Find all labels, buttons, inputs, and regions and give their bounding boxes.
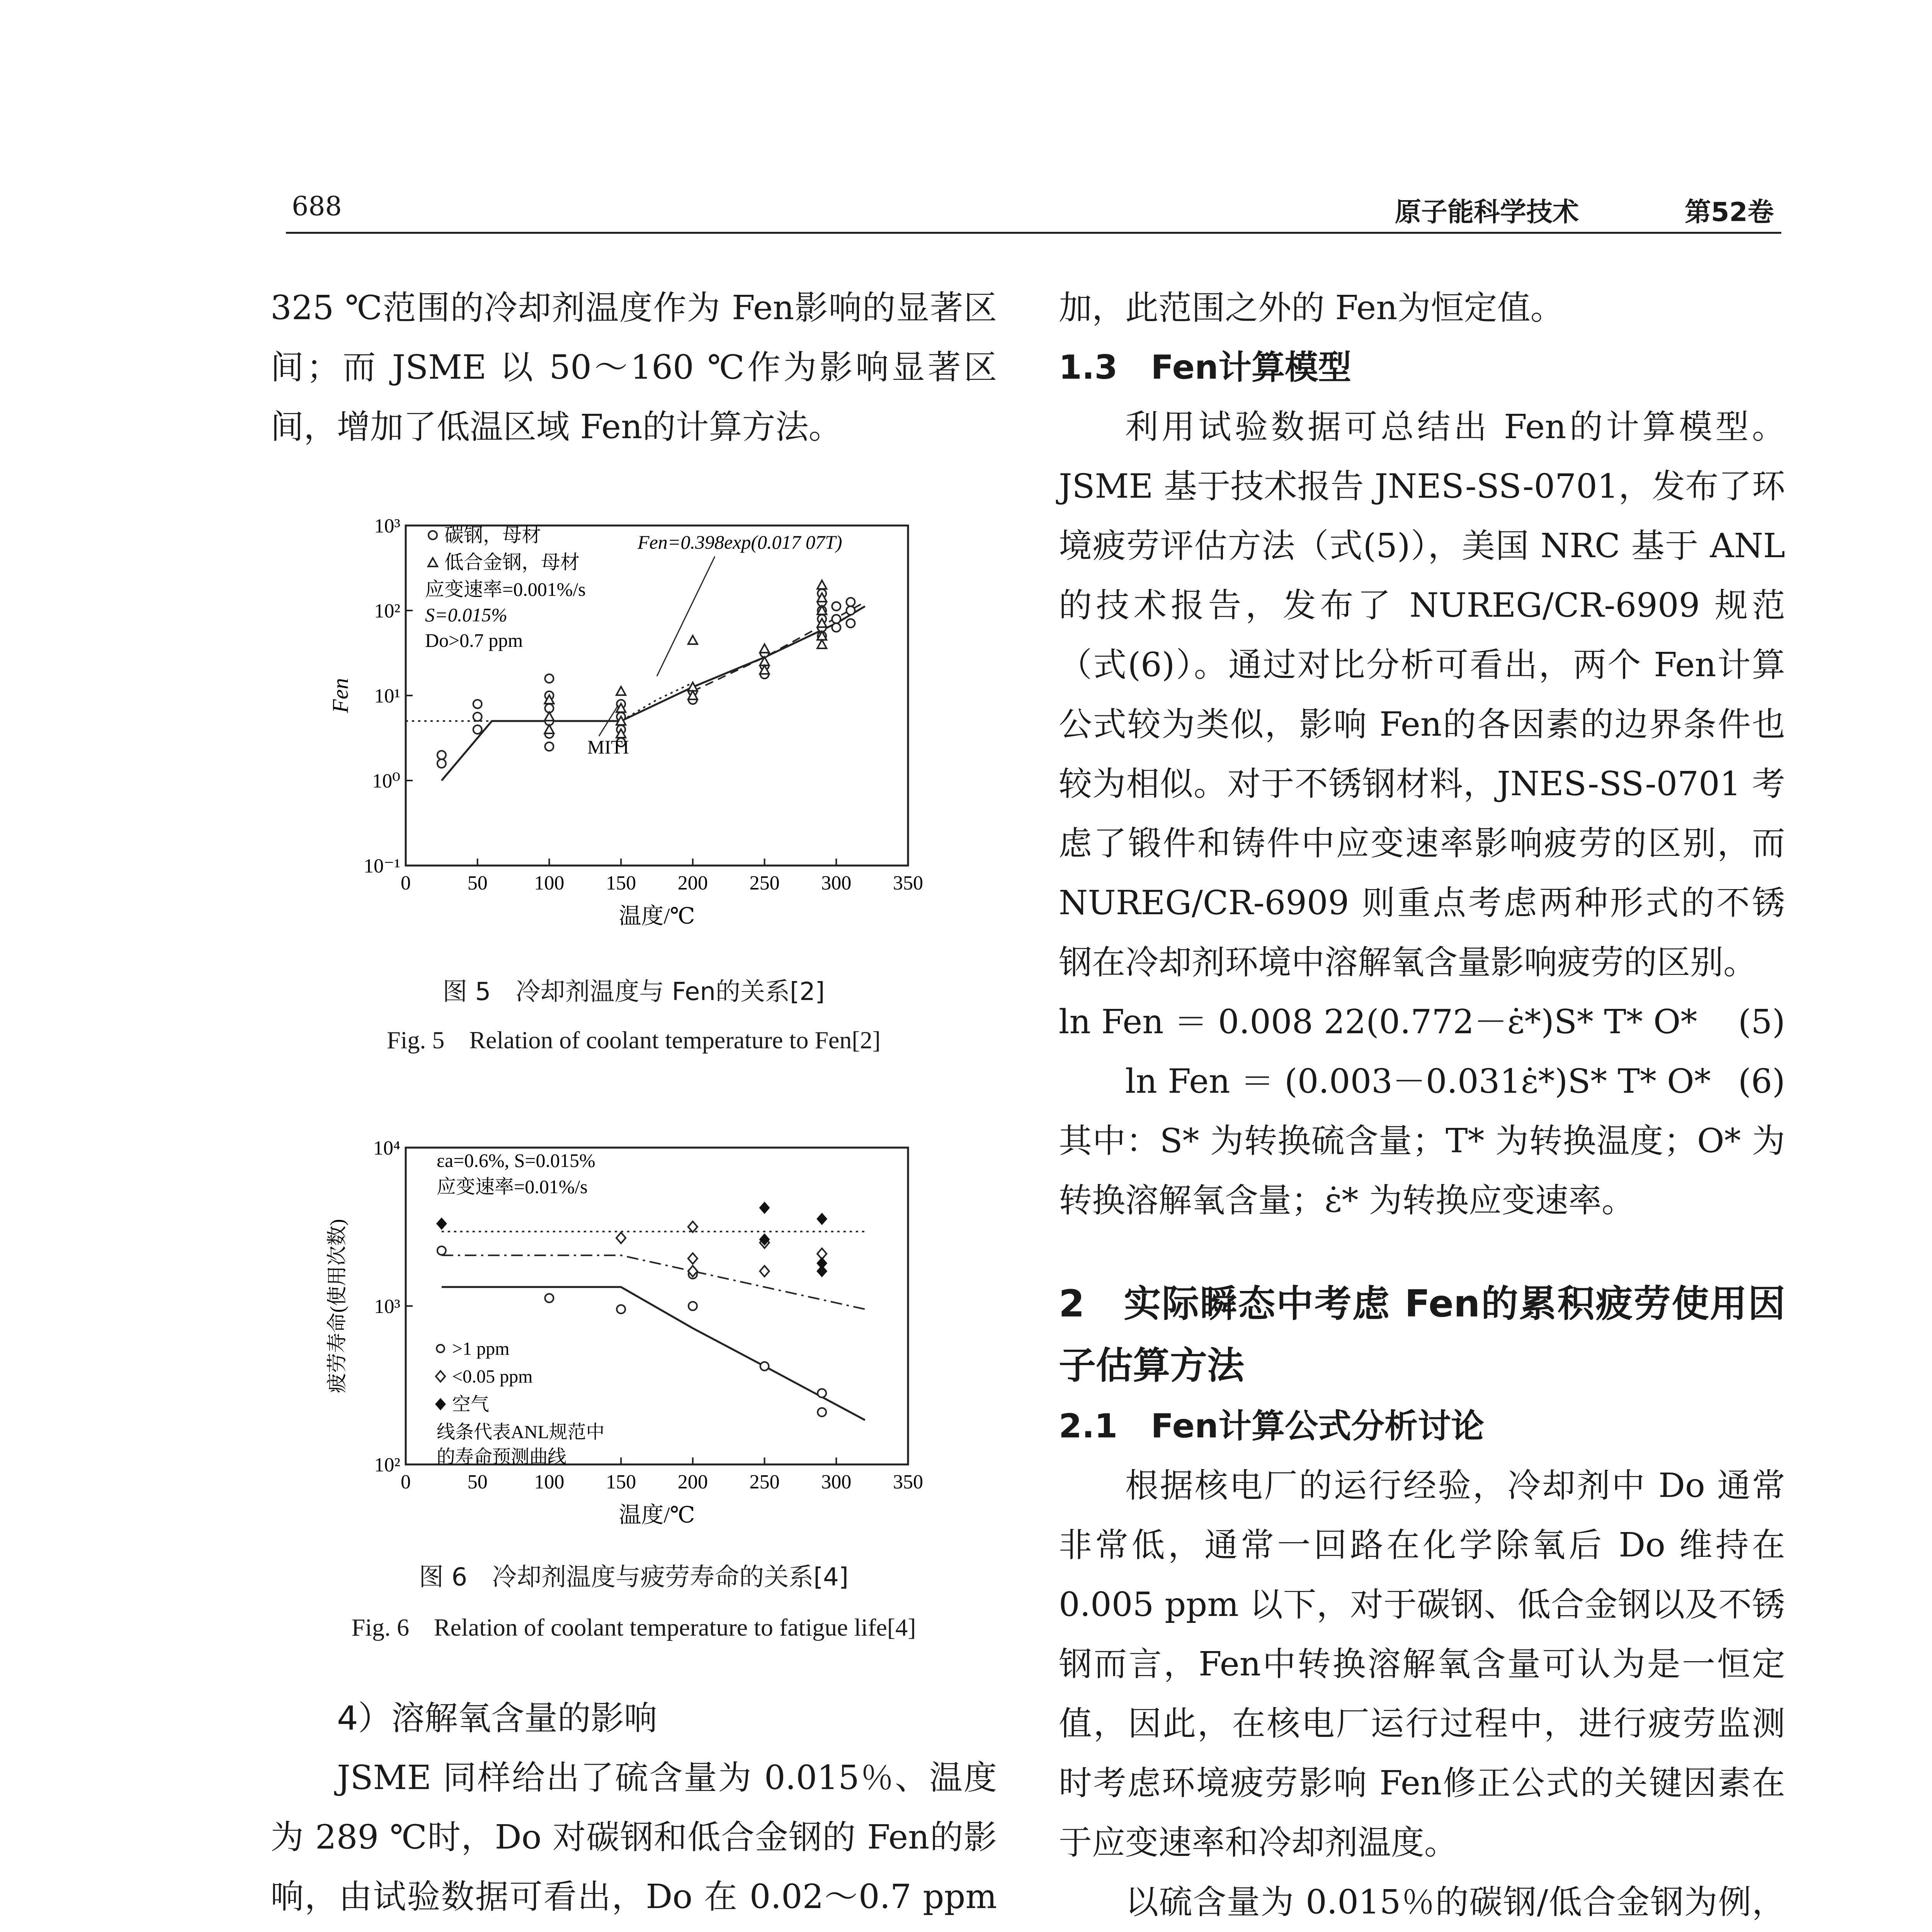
- fig6-legend-lt005ppm: <0.05 ppm: [452, 1366, 533, 1387]
- right-para-3: 其中：S* 为转换硫含量；T* 为转换温度；O* 为转换溶解氧含量；ε̇* 为转换应变速率。: [1059, 1122, 1785, 1220]
- right-para-1: 加，此范围之外的 Fen为恒定值。: [1059, 289, 1564, 327]
- right-para-4: 根据核电厂的运行经验，冷却剂中 Do 通常非常低，通常一回路在化学除氧后 Do 维持在 0.005 ppm 以下，对于碳钢、低合金钢以及不锈钢而言，Fen中转换溶解氧含量可认为是一恒定值，因此，在核电厂运行过程中，进行疲劳监测时考虑环境疲劳影响 Fen修正公式的关键因素在于应变速率和冷却剂温度。: [1059, 1466, 1785, 1862]
- fig5-low-alloy-point: [688, 636, 697, 644]
- fig5-y-label: Fen: [328, 678, 353, 713]
- fig5-chart: [321, 498, 939, 962]
- fig6-x-tick-label: 150: [606, 1471, 636, 1493]
- left-column-top: [270, 278, 997, 457]
- fig5-low-alloy-point: [817, 640, 827, 648]
- fig6-legend-note-2: 的寿命预测曲线: [437, 1447, 567, 1467]
- fig5-low-alloy-point: [616, 687, 626, 695]
- section-2-1-title: 2.1 Fen计算公式分析讨论: [1059, 1407, 1485, 1446]
- fig6-lt005ppm-point: [688, 1221, 697, 1232]
- fig5-carbon-point: [846, 619, 855, 628]
- fig5-legend-carbon: 碳钢，母材: [444, 524, 541, 546]
- fig6-legend-diamond-open: [436, 1371, 445, 1382]
- fig5-x-tick-label: 300: [821, 872, 852, 894]
- fig6-y-tick-label: 10⁴: [373, 1137, 400, 1160]
- fig6-x-tick-label: 100: [534, 1471, 565, 1493]
- fig6-x-label: 温度/℃: [619, 1502, 695, 1527]
- journal-title: 原子能科学技术: [1395, 197, 1579, 228]
- fig5-carbon-point: [832, 623, 840, 632]
- equation-5-number: (5): [1738, 1003, 1785, 1041]
- fig5-carbon-point: [832, 602, 840, 611]
- equation-5: [1059, 992, 1785, 1052]
- fig6-x-tick-label: 0: [401, 1471, 411, 1493]
- fig6-legend-circle: [437, 1345, 444, 1352]
- fig5-legend-rate: 应变速率=0.001%/s: [425, 578, 586, 600]
- fig6-legend-strain: εa=0.6%, S=0.015%: [437, 1150, 595, 1171]
- fig6-x-tick-label: 300: [821, 1471, 852, 1493]
- fig6-gt1ppm-point: [689, 1302, 697, 1310]
- fig6-gt1ppm-point: [545, 1294, 553, 1303]
- equation-6: [1059, 1052, 1785, 1111]
- fig5-x-tick-label: 0: [401, 872, 411, 894]
- fig6-legend-diamond-filled: [435, 1398, 446, 1410]
- fig6-x-tick-label: 350: [893, 1471, 923, 1493]
- fig6-gt1ppm-point: [760, 1362, 769, 1371]
- equation-6-body: ln Fen ＝ (0.003－0.031ε̇*)S* T* O*: [1125, 1062, 1711, 1101]
- fig5-x-tick-label: 200: [677, 872, 708, 894]
- fig5-low-alloy-point: [544, 712, 554, 721]
- fig6-chart: [321, 1121, 939, 1565]
- fig6-x-tick-label: 200: [677, 1471, 708, 1493]
- fig5-carbon-point: [473, 713, 482, 721]
- fig5-y-tick-label: 10⁰: [372, 770, 400, 793]
- fig6-lt005ppm-point: [760, 1266, 769, 1277]
- fig5-carbon-point: [846, 606, 855, 615]
- fig5-low-alloy-point: [817, 580, 827, 589]
- fig6-gt1ppm-point: [818, 1389, 826, 1398]
- fig5-carbon-point: [545, 742, 553, 751]
- fig6-air-point: [436, 1218, 447, 1230]
- left-para-2: JSME 同样给出了硫含量为 0.015％、温度为 289 ℃时，Do 对碳钢和低合金钢的 Fen的影响，由试验数据可看出，Do 在 0.02～0.7 ppm: [270, 1759, 997, 1916]
- fig6-legend-note-1: 线条代表ANL规范中: [437, 1422, 605, 1442]
- volume-label: 第52卷: [1685, 197, 1774, 228]
- fig5-carbon-point: [846, 598, 855, 606]
- fig5-y-tick-label: 10⁻¹: [363, 855, 400, 878]
- fig6-gt1ppm-point: [617, 1305, 625, 1313]
- fig6-air-point: [816, 1265, 827, 1277]
- fig6-caption-cn: 图 6 冷却剂温度与疲劳寿命的关系[4]: [419, 1563, 849, 1592]
- fig6-lt005ppm-point: [688, 1253, 697, 1264]
- fig6-legend-air: 空气: [452, 1394, 490, 1415]
- fig5-legend-circle: [429, 531, 437, 539]
- fig5-x-tick-label: 150: [606, 872, 636, 894]
- fig6-x-tick-label: 50: [467, 1471, 488, 1493]
- fig5-carbon-point: [437, 751, 446, 759]
- right-column: [1059, 278, 1785, 1932]
- fig5-y-tick-label: 10²: [374, 600, 400, 622]
- fig6-lt005ppm-point: [616, 1233, 626, 1243]
- fig5-legend-do: Do>0.7 ppm: [425, 629, 523, 651]
- fig6-y-label: 疲劳寿命(使用次数): [327, 1219, 349, 1393]
- fig6-legend-gt1ppm: >1 ppm: [452, 1338, 510, 1359]
- fig5-x-tick-label: 50: [467, 872, 488, 894]
- fig6-legend-rate: 应变速率=0.01%/s: [437, 1176, 588, 1197]
- fig5-low-alloy-point: [760, 644, 769, 653]
- fig5-formula-annotation: Fen=0.398exp(0.017 07T): [638, 531, 842, 553]
- section-1-3-title: 1.3 Fen计算模型: [1059, 348, 1352, 387]
- fig6-gt1ppm-point: [818, 1408, 826, 1417]
- fig5-plot-frame: [406, 526, 908, 866]
- fig5-carbon-point: [545, 674, 553, 683]
- fig5-x-label: 温度/℃: [619, 903, 695, 929]
- fig6-y-tick-label: 10³: [374, 1296, 400, 1318]
- fig5-x-tick-label: 350: [893, 872, 923, 894]
- fig5-y-tick-label: 10³: [374, 515, 400, 537]
- header-rule: [286, 232, 1781, 234]
- fig5-legend-triangle: [428, 558, 437, 566]
- fig6-low-do-line: [442, 1255, 865, 1309]
- fig6-y-tick-label: 10²: [374, 1454, 400, 1476]
- page-number: 688: [292, 191, 342, 222]
- section-2-title: 2 实际瞬态中考虑 Fen的累积疲劳使用因子估算方法: [1059, 1282, 1785, 1387]
- left-para-1: 325 ℃范围的冷却剂温度作为 Fen影响的显著区间；而 JSME 以 50～160 ℃作为影响显著区间，增加了低温区域 Fen的计算方法。: [270, 289, 997, 446]
- fig5-carbon-point: [473, 725, 482, 734]
- fig5-y-tick-label: 10¹: [374, 685, 400, 707]
- fig5-low-alloy-point: [544, 725, 554, 733]
- fig6-air-point: [759, 1202, 770, 1214]
- right-para-2: 利用试验数据可总结出 Fen的计算模型。JSME 基于技术报告 JNES-SS-0701，发布了环境疲劳评估方法（式(5)），美国 NRC 基于 ANL 的技术报告，发布了 NUREG/CR-6909 规范（式(6)）。通过对比分析可看出，两个 Fen计算公式较为类似，影响 Fen的各因素的边界条件也较为相似。对于不锈钢材料，JNES-SS-0701 考虑了锻件和铸件中应变速率影响疲劳的区别，而 NUREG/CR-6909 则重点考虑两种形式的不锈钢在冷却剂环境中溶解氧含量影响疲劳的区别。: [1059, 408, 1785, 982]
- fig5-formula-pointer: [657, 556, 715, 676]
- fig6-gt1ppm-point: [437, 1247, 446, 1255]
- fig5-legend-low-alloy: 低合金钢，母材: [444, 551, 580, 573]
- fig5-x-tick-label: 250: [749, 872, 780, 894]
- fig5-carbon-point: [437, 759, 446, 768]
- fig6-x-tick-label: 250: [749, 1471, 780, 1493]
- fig6-caption-en: Fig. 6 Relation of coolant temperature to fatigue life[4]: [351, 1614, 916, 1641]
- fig5-carbon-point: [832, 615, 840, 623]
- fig5-legend-sulfur: S=0.015%: [425, 604, 507, 626]
- subsection-4-title: 4）溶解氧含量的影响: [337, 1699, 657, 1738]
- left-column-bottom: [270, 1689, 997, 1932]
- fig5-miti-annotation: MITI: [587, 736, 629, 758]
- fig5-caption-cn: 图 5 冷却剂温度与 Fen的关系[2]: [442, 978, 825, 1006]
- fig5-carbon-point: [473, 700, 482, 708]
- equation-5-body: ln Fen ＝ 0.008 22(0.772－ε̇*)S* T* O*: [1059, 1003, 1697, 1041]
- equation-6-number: (6): [1738, 1062, 1785, 1101]
- right-para-5: 以硫含量为 0.015％的碳钢/低合金钢为例，: [1125, 1883, 1785, 1922]
- fig5-x-tick-label: 100: [534, 872, 565, 894]
- fig5-caption-en: Fig. 5 Relation of coolant temperature to Fen[2]: [387, 1026, 881, 1054]
- fig6-air-point: [816, 1213, 827, 1225]
